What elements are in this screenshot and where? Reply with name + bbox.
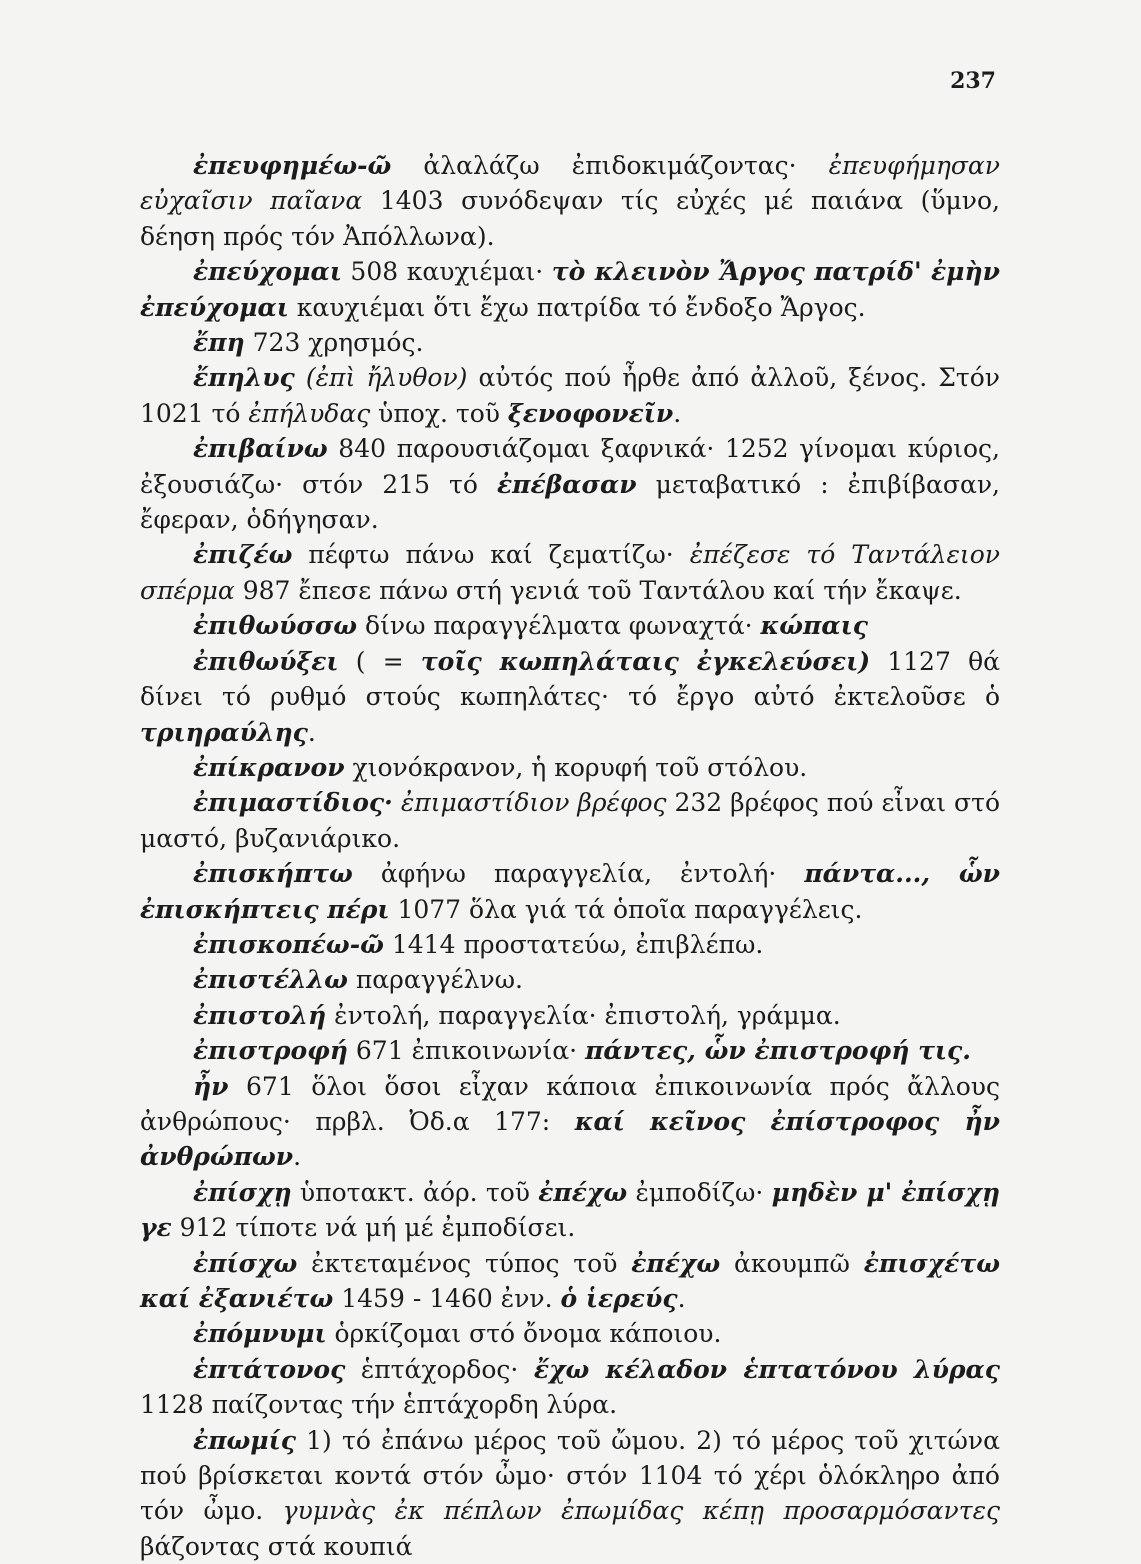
glossary-entry <box>140 360 1000 431</box>
headword: ἐπισκοπέω-ῶ <box>193 929 384 959</box>
quotation-text: ἐπέζεσε τό Ταντάλειον σπέρμα <box>140 540 1000 605</box>
headword: ἐπιζέω <box>193 540 293 570</box>
quotation-text: ἐπιμαστίδιον βρέφος <box>400 788 667 818</box>
definition-text: χιονόκρανον, ἡ κορυφή τοῦ στόλου. <box>344 752 808 782</box>
definition-text: . <box>293 1142 302 1172</box>
definition-text: ὑποχ. τοῦ <box>370 398 508 428</box>
definition-text: . <box>677 1284 686 1313</box>
glossary-entry <box>140 785 1000 856</box>
glossary-entry <box>140 856 1000 927</box>
headword: ἑπτάτονος <box>193 1354 346 1384</box>
glossary-entry <box>140 1069 1000 1175</box>
glossary-entry <box>140 325 1000 360</box>
quotation-text: ἐπευφήμησαν εὐχαῖσιν παῖανα <box>140 151 1000 216</box>
glossary-entry <box>140 1423 1000 1564</box>
definition-text: ( = <box>338 646 421 676</box>
definition-text: καυχιέμαι ὅτι ἔχω πατρίδα τό ἔνδοξο Ἄργος. <box>288 292 866 322</box>
definition-text: ἀλαλάζω ἐπιδοκιμάζοντας· <box>391 151 829 180</box>
glossary-entry <box>140 1033 1000 1068</box>
definition-text: 1077 ὅλα γιά τά ὁποῖα παραγγέλεις. <box>389 894 863 924</box>
quotation-text: τριηραύλης <box>140 717 308 747</box>
definition-text: αὐτός πού ἦρθε ἀπό ἀλλοῦ, ξένος. Στόν 1021 τό <box>140 363 1000 428</box>
definition-text: 671 ἐπικοινωνία· <box>347 1036 586 1066</box>
glossary-entry <box>140 148 1000 254</box>
glossary-entry <box>140 644 1000 750</box>
definition-text: 1414 προστατεύω, ἐπιβλέπω. <box>383 929 764 959</box>
glossary-entry <box>140 1316 1000 1351</box>
headword: ἐπίκρανον <box>193 752 345 782</box>
definition-text: 912 τίποτε νά μή μέ ἐμποδίσει. <box>171 1213 576 1243</box>
quotation-text: γυμνὰς ἐκ πέπλων ἐπωμίδας κέπῃ προσαρμόσαντες <box>282 1496 1000 1526</box>
glossary-entry <box>140 1246 1000 1317</box>
definition-text: μεταβατικό : ἐπιβίβασαν, ἔφεραν, ὁδήγησαν. <box>140 469 1000 535</box>
headword: ἐπιστέλλω <box>193 965 348 995</box>
quotation-text: πάντες, ὧν ἐπιστροφή τις. <box>585 1036 971 1066</box>
glossary-entry <box>140 537 1000 608</box>
definition-text: 1128 παίζοντας τήν ἑπτάχορδη λύρα. <box>140 1390 618 1420</box>
glossary-entry <box>140 927 1000 962</box>
glossary-entry <box>140 1352 1000 1423</box>
quotation-text: (ἐπὶ ἤλυθον) <box>294 363 468 393</box>
definition-text: 723 χρησμός. <box>244 328 424 358</box>
headword: ἐπιθωύσσω <box>193 611 358 641</box>
quotation-text: ἐπήλυδας <box>248 398 371 428</box>
definition-text: δίνω παραγγέλματα φωναχτά· <box>357 611 761 641</box>
definition-text: 1459 - 1460 ἐνν. <box>333 1284 561 1313</box>
quotation-text: πάντα..., ὧν ἐπισκήπτεις πέρι <box>140 859 1000 924</box>
definition-text: 1) τό ἐπάνω μέρος τοῦ ὤμου. 2) τό μέρος τοῦ χιτώνα πού βρίσκεται κοντά στόν ὦμο· στόν 1104 τό χέρι ὁλόκληρο ἀπό τόν ὦμο. <box>140 1425 1000 1526</box>
headword: ἔπηλυς <box>193 363 295 393</box>
headword: ἐπίσχῃ <box>193 1177 292 1207</box>
headword: ἐπευφημέω-ῶ <box>193 151 392 180</box>
definition-text: ἀφήνω παραγγελία, ἐντολή· <box>352 859 805 889</box>
definition-text: 1403 συνόδεψαν τίς εὐχές μέ παιάνα (ὕμνο, δέηση πρός τόν Ἀπόλλωνα). <box>140 186 1000 251</box>
headword: ἔπη <box>193 328 245 358</box>
quotation-text: μηδὲν μ' ἐπίσχῃ γε <box>140 1177 1001 1243</box>
definition-text: ἐμποδίζω· <box>627 1177 772 1207</box>
headword: ἐπίσχω <box>193 1248 298 1278</box>
definition-text: πέφτω πάνω καί ζεματίζω· <box>292 540 690 570</box>
definition-text: ὑποτακτ. ἀόρ. τοῦ <box>291 1177 539 1207</box>
quotation-text: ἐπισχέτω καί ἐξανιέτω <box>140 1248 1000 1313</box>
definition-text: παραγγέλνω. <box>347 965 523 995</box>
definition-text: ἐντολή, παραγγελία· ἐπιστολή, γράμμα. <box>326 1000 841 1030</box>
glossary-entry <box>140 962 1000 997</box>
headword: ἐπωμίς <box>193 1425 296 1455</box>
glossary-entry <box>140 998 1000 1033</box>
definition-text: . <box>673 398 682 428</box>
quotation-text: τὸ κλεινὸν Ἄργος πατρίδ' ἐμὴν ἐπεύχομαι <box>140 257 1000 322</box>
quotation-text: τοῖς κωπηλάταις ἐγκελεύσει) <box>420 646 871 676</box>
definition-text: 987 ἔπεσε πάνω στή γενιά τοῦ Ταντάλου καί τήν ἔκαψε. <box>234 575 962 605</box>
glossary-entry <box>140 750 1000 785</box>
glossary-entry <box>140 1175 1000 1246</box>
quotation-text: ἐπέχω <box>538 1177 628 1207</box>
quotation-text: ὁ ἱερεύς <box>560 1284 678 1313</box>
glossary-entry <box>140 254 1000 325</box>
glossary-entry <box>140 608 1000 643</box>
quotation-text: κώπαις <box>760 611 868 641</box>
quotation-text: ἔχω κέλαδον ἑπτατόνου λύρας <box>533 1354 1000 1384</box>
definition-text: βάζοντας στά κουπιά <box>140 1531 413 1561</box>
headword: ἐπισκήπτω <box>193 859 353 889</box>
quotation-text: ἐπέχω <box>631 1248 721 1278</box>
definition-text: ἐκτεταμένος τύπος τοῦ <box>297 1248 632 1278</box>
definition-text: ὁρκίζομαι στό ὄνομα κάποιου. <box>326 1319 722 1349</box>
headword: ἐπόμνυμι <box>193 1319 327 1349</box>
definition-text: 840 παρουσιάζομαι ξαφνικά· 1252 γίνομαι κύριος, ἐξουσιάζω· στόν 215 τό <box>140 434 1000 499</box>
headword: ἐπιβαίνω <box>193 434 328 464</box>
definition-text: 1127 θά δίνει τό ρυθμό στούς κωπηλάτες· τό ἔργο αὐτό ἐκτελοῦσε ὁ <box>140 646 1000 712</box>
quotation-text: ξενοφονεῖν <box>507 398 674 428</box>
page-number: 237 <box>950 68 996 94</box>
definition-text: 232 βρέφος πού εἶναι στό μαστό, βυζανιάρικο. <box>140 788 1001 853</box>
headword: ἦν <box>193 1071 229 1101</box>
definition-text: 671 ὅλοι ὅσοι εἶχαν κάποια ἐπικοινωνία πρός ἄλλους ἀνθρώπους· πρβλ. Ὀδ.α 177: <box>140 1071 1000 1136</box>
headword: ἐπιστολή <box>193 1000 327 1030</box>
quotation-text: καί κεῖνος ἐπίστροφος ἦν ἀνθρώπων <box>140 1106 1000 1172</box>
headword: ἐπιθωύξει <box>193 646 339 676</box>
glossary-entries <box>140 148 1000 1564</box>
definition-text: 508 καυχιέμαι· <box>341 257 552 287</box>
definition-text <box>393 788 401 817</box>
definition-text: ἑπτάχορδος· <box>345 1354 534 1384</box>
glossary-entry <box>140 431 1000 537</box>
headword: ἐπιμαστίδιος· <box>193 788 393 818</box>
definition-text: . <box>307 717 316 747</box>
quotation-text: ἐπέβασαν <box>496 469 637 499</box>
definition-text: ἀκουμπῶ <box>720 1248 864 1278</box>
headword: ἐπιστροφή <box>193 1036 348 1066</box>
headword: ἐπεύχομαι <box>193 257 342 287</box>
